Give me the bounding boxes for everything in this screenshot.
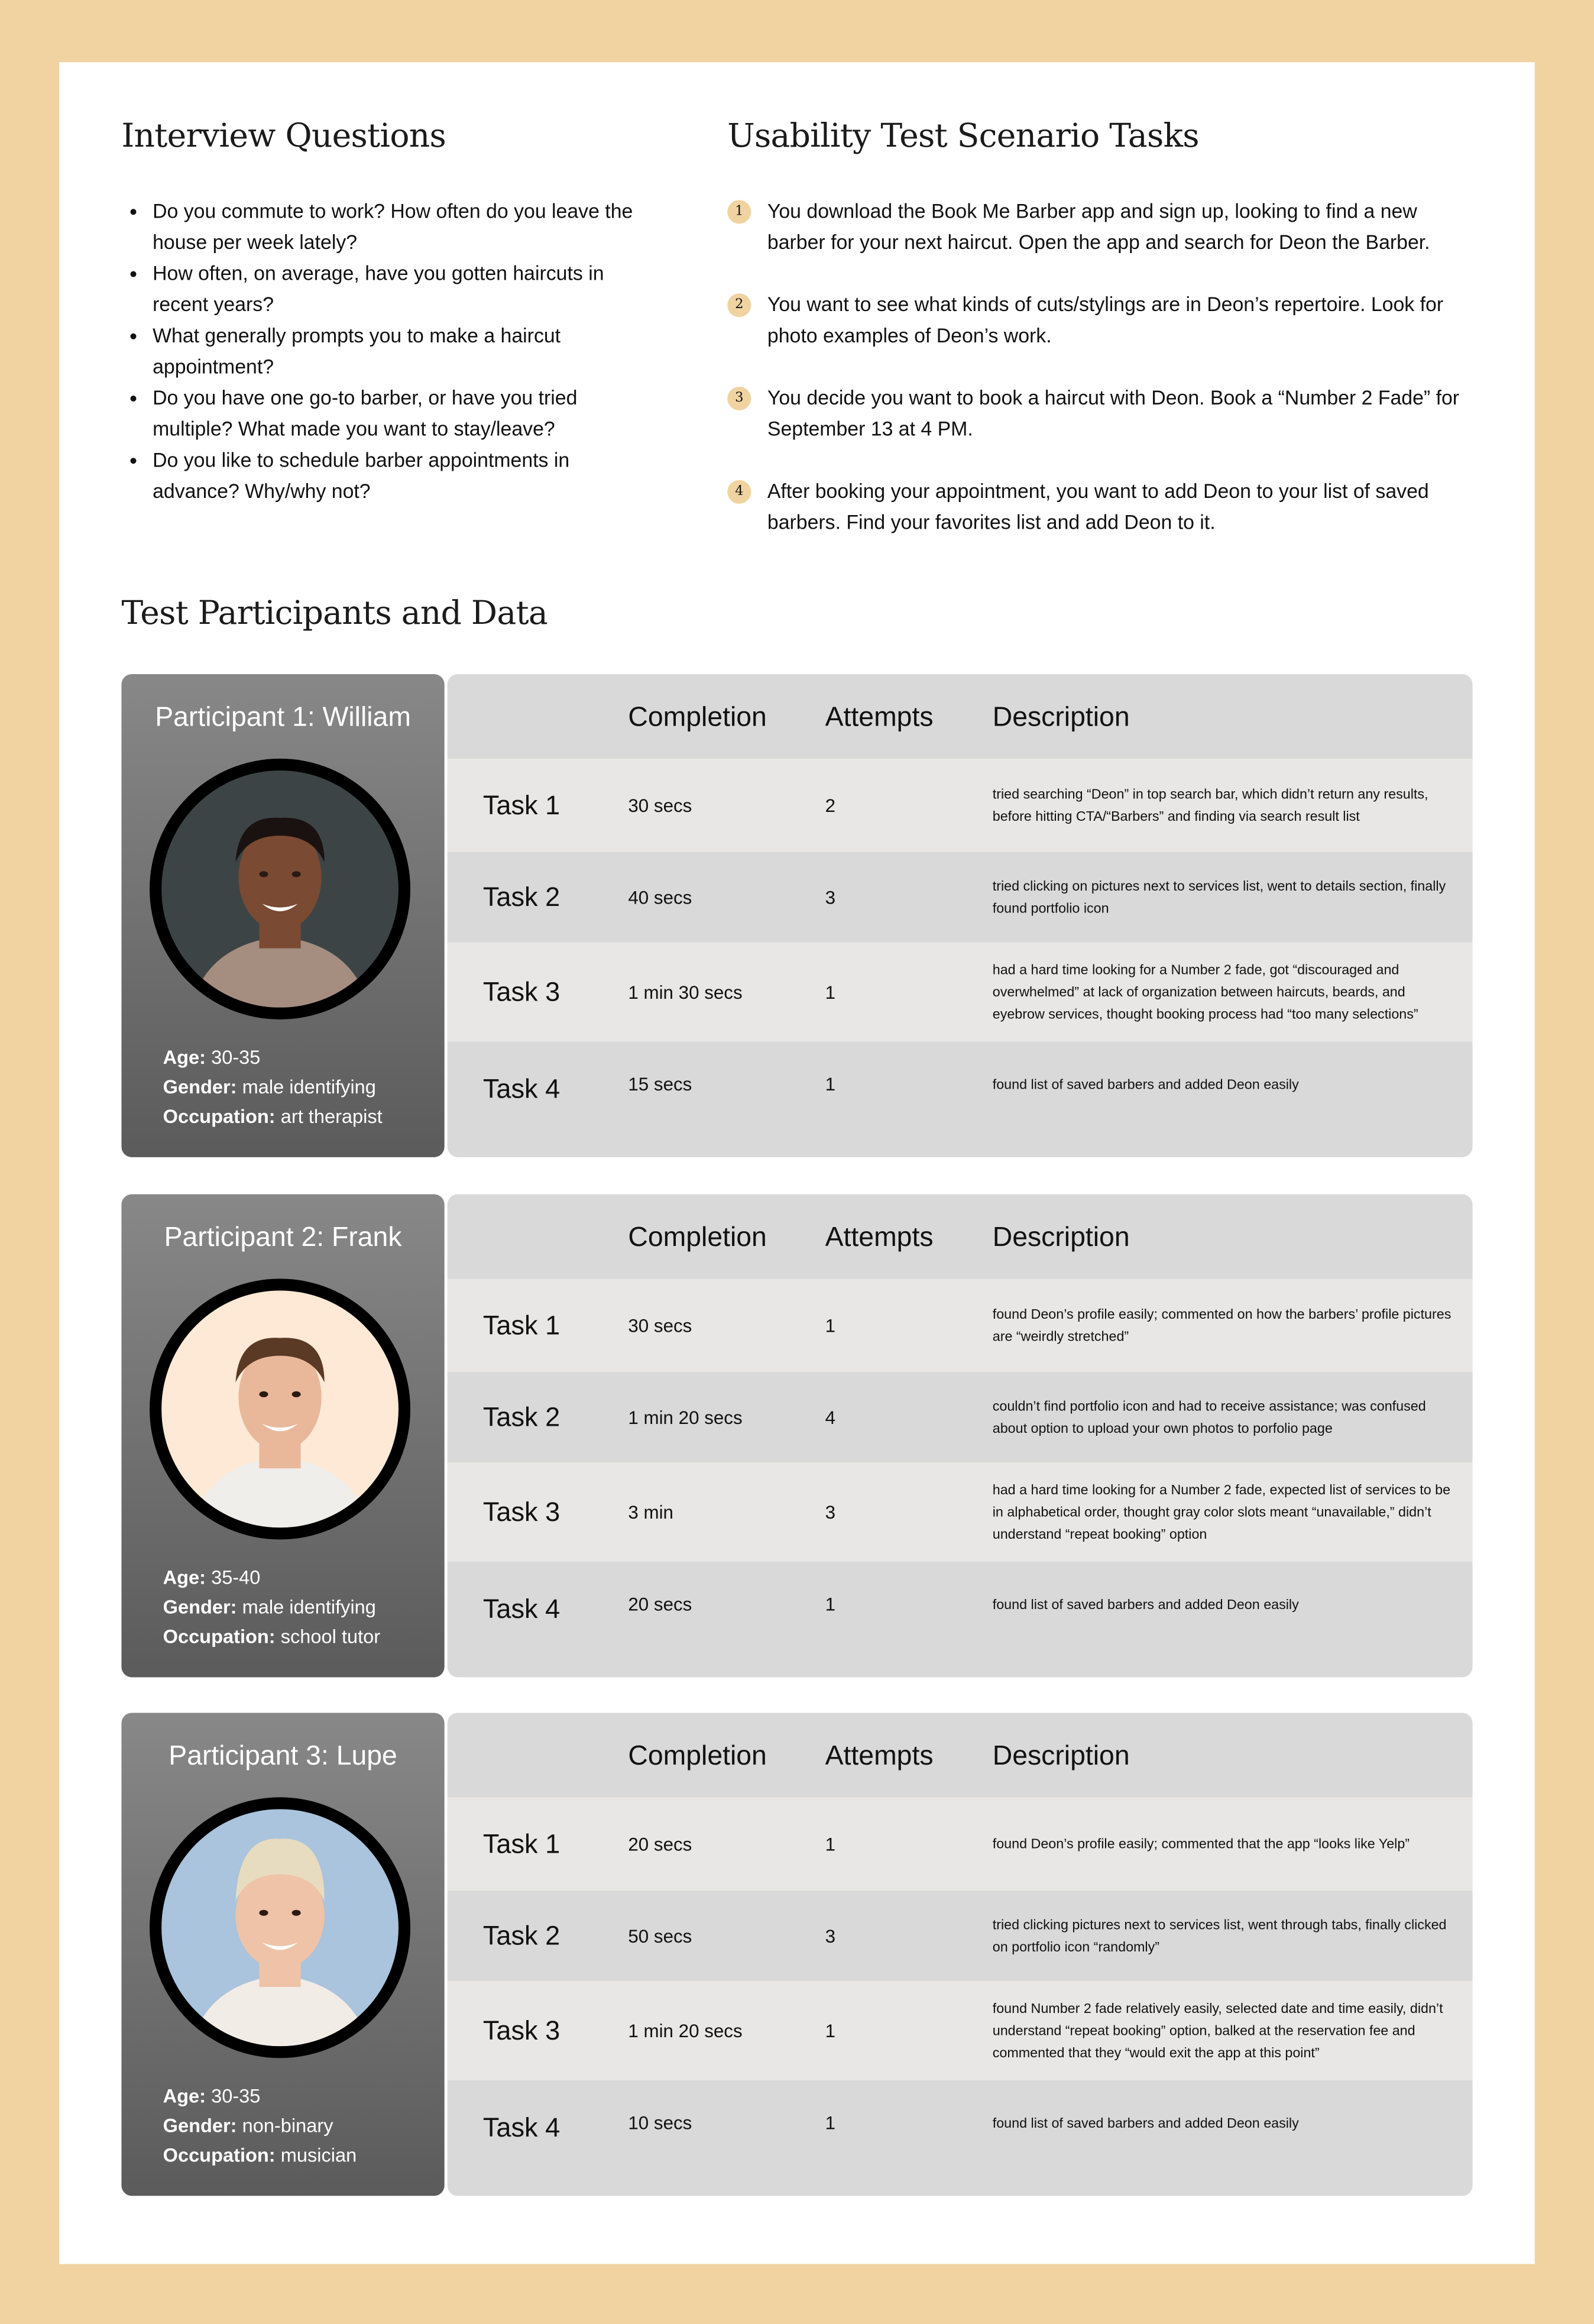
participant-photo	[150, 759, 410, 1019]
task-label: Task 2	[482, 881, 561, 911]
participant-age: 30-35	[211, 1046, 261, 1069]
task-description: found Deon’s profile easily; commented on how the barbers’ profile pictures are “weirdly stretched”	[992, 1306, 1452, 1344]
task-description: tried clicking pictures next to services list, went through tabs, finally clicked on portfolio icon “randomly”	[992, 1916, 1447, 1954]
completion-time: 1 min 20 secs	[628, 1407, 743, 1428]
scenario-task	[727, 475, 1468, 569]
attempts-header: Attempts	[825, 1739, 934, 1771]
table-row	[448, 943, 1473, 1042]
task-label: Task 2	[482, 1920, 561, 1950]
occupation-label: Occupation:	[163, 1625, 276, 1648]
participant-card	[121, 1713, 444, 2196]
table-row	[448, 1562, 1473, 1677]
participant-block	[121, 1713, 1472, 2196]
participant-info	[163, 1563, 381, 1652]
completion-header: Completion	[628, 1221, 767, 1252]
task-description: tried clicking on pictures next to services list, went to details section, finally found portfolio icon	[992, 878, 1446, 915]
task-description: found list of saved barbers and added Deon easily	[992, 2115, 1299, 2131]
task-label: Task 3	[482, 976, 561, 1006]
interview-questions-list	[121, 196, 641, 507]
description-header: Description	[992, 1221, 1130, 1252]
task-description: found list of saved barbers and added Deon easily	[992, 1077, 1299, 1092]
table-row	[448, 1278, 1473, 1372]
attempts-header: Attempts	[825, 701, 934, 732]
participant-info	[163, 1043, 383, 1132]
attempts-count: 1	[825, 1594, 836, 1616]
table-row	[448, 1041, 1473, 1157]
attempts-count: 1	[825, 1074, 836, 1095]
attempts-count: 1	[825, 1833, 836, 1854]
completion-header: Completion	[628, 701, 767, 732]
participant-gender: male identifying	[242, 1076, 376, 1098]
participant-title: Participant 1: William	[155, 701, 411, 732]
scenario-task	[727, 196, 1468, 289]
participant-gender: non-binary	[242, 2114, 333, 2137]
completion-time: 20 secs	[628, 1833, 692, 1854]
table-header	[448, 1713, 1473, 1797]
completion-time: 1 min 30 secs	[628, 981, 743, 1003]
completion-time: 40 secs	[628, 886, 692, 908]
occupation-label: Occupation:	[163, 1105, 276, 1128]
participant-card	[121, 674, 444, 1157]
participant-title: Participant 2: Frank	[164, 1221, 402, 1252]
attempts-count: 1	[825, 1315, 836, 1336]
completion-time: 30 secs	[628, 1315, 692, 1336]
task-label: Task 3	[482, 1496, 561, 1526]
task-label: Task 3	[482, 2015, 561, 2045]
table-row	[448, 852, 1473, 943]
gender-label: Gender:	[163, 2114, 237, 2137]
attempts-count: 3	[825, 886, 836, 908]
occupation-label: Occupation:	[163, 2144, 276, 2167]
attempts-header: Attempts	[825, 1221, 934, 1252]
scenario-task-text: You decide you want to book a haircut with Deon. Book a “Number 2 Fade” for September 13 at 4 PM.	[767, 386, 1460, 441]
table-row	[448, 1981, 1473, 2080]
scenario-task	[727, 382, 1468, 475]
avatar-portrait-icon	[161, 771, 398, 1008]
completion-time: 1 min 20 secs	[628, 2020, 743, 2041]
attempts-count: 4	[825, 1407, 836, 1428]
participant-info	[163, 2082, 357, 2170]
task-description: had a hard time looking for a Number 2 fade, expected list of services to be in alphabetical order, thought gray color slots meant “unavailable,” didn’t understand “repeat booking” option	[992, 1481, 1451, 1541]
attempts-count: 3	[825, 1501, 836, 1523]
completion-header: Completion	[628, 1739, 767, 1771]
completion-time: 15 secs	[628, 1074, 692, 1095]
task-number-badge: 4	[727, 480, 751, 504]
scenario-task-text: You want to see what kinds of cuts/stylings are in Deon’s repertoire. Look for photo examples of Deon’s work.	[767, 293, 1444, 347]
participant-photo	[150, 1278, 410, 1539]
participant-occupation: school tutor	[280, 1625, 381, 1648]
task-description: had a hard time looking for a Number 2 fade, got “discouraged and overwhelmed” at lack of organization between haircuts, beards, and eyebrow services, thought booking process had “too many selections”	[992, 962, 1418, 1021]
table-row	[448, 1891, 1473, 1981]
description-header: Description	[992, 1739, 1130, 1771]
task-description: found list of saved barbers and added Deon easily	[992, 1597, 1299, 1613]
participant-title: Participant 3: Lupe	[169, 1739, 397, 1771]
scenario-tasks-list	[727, 196, 1468, 569]
task-label: Task 1	[482, 1828, 561, 1859]
task-number-badge: 1	[727, 200, 751, 224]
description-header: Description	[992, 701, 1130, 732]
table-row	[448, 2080, 1473, 2196]
scenario-task-text: After booking your appointment, you want to add Deon to your list of saved barbers. Find your favorites list and add Deon to it.	[767, 480, 1429, 534]
task-number-badge: 2	[727, 293, 751, 317]
participant-age: 35-40	[211, 1566, 261, 1589]
interview-question: • Do you commute to work? How often do you leave the house per week lately?	[153, 196, 642, 258]
participant-block	[121, 674, 1472, 1157]
interview-question: • Do you like to schedule barber appointments in advance? Why/why not?	[153, 445, 642, 507]
task-label: Task 4	[482, 2112, 561, 2143]
interview-questions-heading: Interview Questions	[121, 118, 446, 156]
task-label: Task 2	[482, 1401, 561, 1432]
age-label: Age:	[163, 1046, 206, 1069]
attempts-count: 1	[825, 2020, 836, 2041]
task-number-badge: 3	[727, 387, 751, 410]
task-description: found Number 2 fade relatively easily, selected date and time easily, didn’t understand “repeat booking” option, balked at the reservation fee and commented that they “would exit the app at this point”	[992, 2000, 1443, 2060]
attempts-count: 2	[825, 795, 836, 816]
participants-heading: Test Participants and Data	[121, 595, 547, 633]
attempts-count: 3	[825, 1925, 836, 1947]
task-label: Task 1	[482, 1309, 561, 1340]
participant-results-table	[448, 1195, 1473, 1678]
interview-question: • What generally prompts you to make a haircut appointment?	[153, 320, 642, 382]
attempts-count: 1	[825, 981, 836, 1003]
table-row	[448, 759, 1473, 852]
gender-label: Gender:	[163, 1076, 237, 1098]
interview-question: • Do you have one go-to barber, or have you tried multiple? What made you want to stay/leave?	[153, 382, 642, 444]
age-label: Age:	[163, 2085, 206, 2107]
table-row	[448, 1462, 1473, 1562]
avatar-portrait-icon	[161, 1290, 398, 1527]
table-row	[448, 1797, 1473, 1891]
participant-results-table	[448, 1713, 1473, 2196]
task-label: Task 4	[482, 1594, 561, 1624]
task-label: Task 1	[482, 789, 561, 820]
age-label: Age:	[163, 1566, 206, 1589]
task-description: tried searching “Deon” in top search bar, which didn’t return any results, before hitting CTA/“Barbers” and finding via search result list	[992, 786, 1428, 823]
participant-photo	[150, 1797, 410, 2058]
table-header	[448, 1195, 1473, 1279]
scenario-tasks-heading: Usability Test Scenario Tasks	[727, 118, 1199, 156]
interview-question: • How often, on average, have you gotten haircuts in recent years?	[153, 258, 642, 320]
participant-results-table	[448, 674, 1473, 1157]
table-row	[448, 1372, 1473, 1462]
participant-age: 30-35	[211, 2085, 261, 2107]
participant-block	[121, 1195, 1472, 1678]
scenario-task-text: You download the Book Me Barber app and sign up, looking to find a new barber for your next haircut. Open the app and search for Deon the Barber.	[767, 200, 1430, 254]
task-label: Task 4	[482, 1074, 561, 1104]
gender-label: Gender:	[163, 1595, 237, 1619]
completion-time: 10 secs	[628, 2112, 692, 2134]
completion-time: 50 secs	[628, 1925, 692, 1947]
participant-occupation: art therapist	[280, 1105, 383, 1128]
table-header	[448, 674, 1473, 759]
avatar-portrait-icon	[161, 1809, 398, 2046]
completion-time: 30 secs	[628, 795, 692, 816]
participant-gender: male identifying	[242, 1595, 376, 1619]
participant-card	[121, 1195, 444, 1678]
scenario-task	[727, 289, 1468, 383]
completion-time: 20 secs	[628, 1594, 692, 1616]
task-description: found Deon’s profile easily; commented that the app “looks like Yelp”	[992, 1836, 1410, 1851]
participant-occupation: musician	[280, 2144, 357, 2167]
completion-time: 3 min	[628, 1501, 673, 1523]
task-description: couldn’t find portfolio icon and had to receive assistance; was confused about option to upload your own photos to porfolio page	[992, 1398, 1426, 1435]
attempts-count: 1	[825, 2112, 836, 2134]
